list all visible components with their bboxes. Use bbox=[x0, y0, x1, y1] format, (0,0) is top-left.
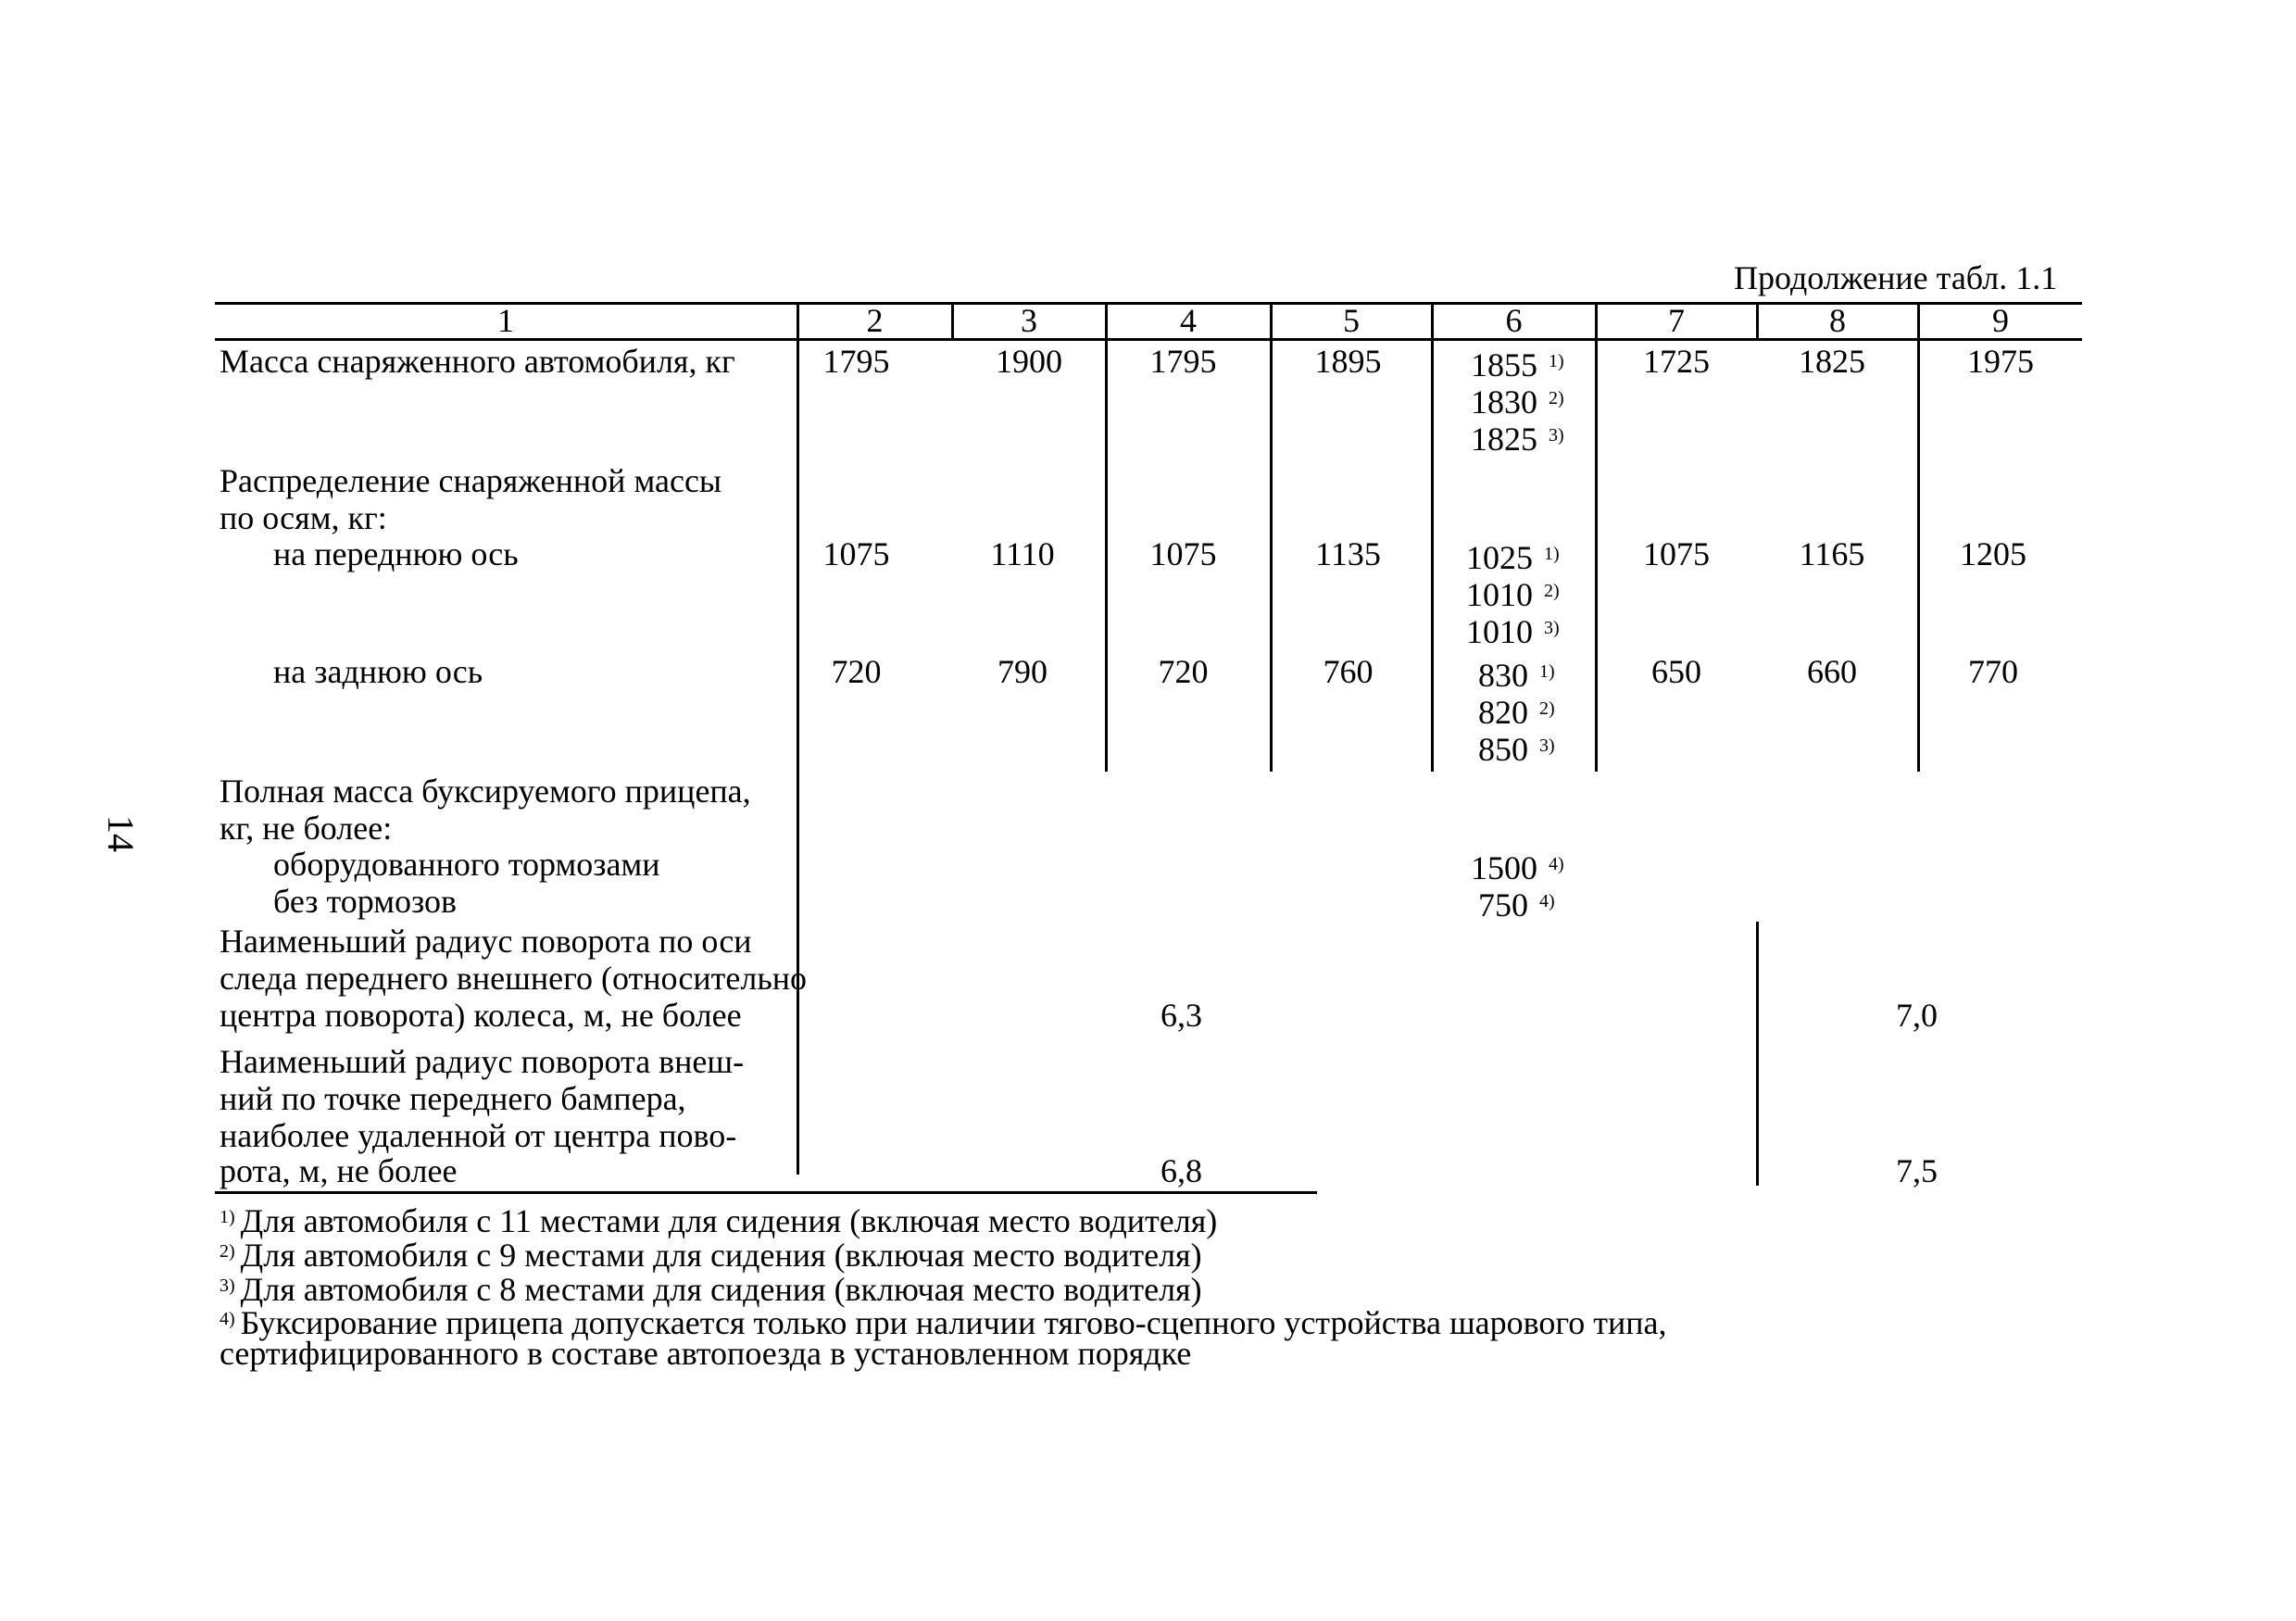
curb-mass-c7: 1725 bbox=[1643, 343, 1710, 380]
row-label-turn-bumper-1: Наименьший радиус поворота внеш- bbox=[220, 1043, 745, 1080]
trailer-unbraked-value bbox=[1478, 883, 1555, 924]
header-cell-3: 3 bbox=[1021, 302, 1037, 339]
front-axle-c3: 1110 bbox=[990, 535, 1055, 572]
footnote-mark: 4) bbox=[220, 1309, 235, 1329]
footnote-text: Для автомобиля с 9 местами для сидения (включая место водителя) bbox=[240, 1237, 1202, 1274]
value: 1855 bbox=[1471, 346, 1537, 383]
rear-axle-c2: 720 bbox=[831, 653, 882, 690]
header-cell-1: 1 bbox=[497, 302, 514, 339]
rear-axle-c6-1 bbox=[1478, 653, 1555, 694]
footnote-ref: 2) bbox=[1544, 581, 1560, 601]
curb-mass-c2: 1795 bbox=[822, 343, 890, 380]
row-label-front-axle: на переднюю ось bbox=[273, 535, 519, 572]
row-label-trailer-braked: оборудованного тормозами bbox=[273, 846, 660, 883]
curb-mass-c8: 1825 bbox=[1799, 343, 1865, 380]
footnote-ref: 3) bbox=[1549, 425, 1564, 446]
footnote-text: Буксирование прицепа допускается только при наличии тягово-сцепного устройства шарового типа, bbox=[240, 1304, 1667, 1341]
turn-bumper-value-b: 7,5 bbox=[1896, 1152, 1938, 1189]
value: 1025 bbox=[1466, 539, 1533, 576]
footnote-ref: 4) bbox=[1539, 891, 1555, 911]
header-cell-2: 2 bbox=[866, 302, 884, 339]
front-axle-c6-3 bbox=[1466, 609, 1560, 650]
table-bottom-rule bbox=[215, 1191, 1317, 1194]
front-axle-c8: 1165 bbox=[1799, 535, 1865, 572]
rear-axle-c5: 760 bbox=[1323, 653, 1374, 690]
curb-mass-c6-3 bbox=[1471, 417, 1564, 458]
curb-mass-c6-1 bbox=[1471, 343, 1564, 383]
value: 1010 bbox=[1466, 613, 1533, 650]
row-label-distribution-2: по осям, кг: bbox=[220, 499, 387, 536]
row-label-distribution-1: Распределение снаряженной массы bbox=[220, 462, 722, 499]
footnote-text: Для автомобиля с 8 местами для сидения (включая место водителя) bbox=[240, 1271, 1202, 1308]
value: 750 bbox=[1478, 886, 1528, 924]
front-axle-c9: 1205 bbox=[1960, 535, 2026, 572]
page-number: 14 bbox=[100, 815, 142, 852]
rear-axle-c4: 720 bbox=[1158, 653, 1209, 690]
table-caption: Продолжение табл. 1.1 bbox=[1734, 259, 2058, 296]
row-label-turn-wheel-1: Наименьший радиус поворота по оси bbox=[220, 923, 752, 960]
row-label-rear-axle: на заднюю ось bbox=[273, 653, 483, 690]
row-label-turn-bumper-2: ний по точке переднего бампера, bbox=[220, 1080, 686, 1117]
header-cell-7: 7 bbox=[1668, 302, 1685, 339]
value: 1825 bbox=[1471, 421, 1537, 458]
curb-mass-c5: 1895 bbox=[1314, 343, 1382, 380]
turn-bumper-value-a: 6,8 bbox=[1161, 1152, 1202, 1189]
curb-mass-c6-2 bbox=[1471, 380, 1564, 421]
rear-axle-c9: 770 bbox=[1968, 653, 2018, 690]
rear-axle-c8: 660 bbox=[1807, 653, 1857, 690]
footnote-4-line-2: сертифицированного в составе автопоезда в установленном порядке bbox=[220, 1335, 1192, 1372]
front-axle-c6-2 bbox=[1466, 572, 1560, 613]
footnote-ref: 2) bbox=[1549, 388, 1564, 408]
turn-wheel-value-a: 6,3 bbox=[1161, 997, 1202, 1034]
header-cell-9: 9 bbox=[1992, 302, 2009, 339]
front-axle-c2: 1075 bbox=[822, 535, 890, 572]
header-cell-8: 8 bbox=[1829, 302, 1846, 339]
rear-axle-c7: 650 bbox=[1651, 653, 1701, 690]
footnote-mark: 2) bbox=[220, 1241, 235, 1262]
footnote-mark: 1) bbox=[220, 1207, 235, 1227]
front-axle-c4: 1075 bbox=[1149, 535, 1217, 572]
value: 1010 bbox=[1466, 576, 1533, 613]
front-axle-c6-1 bbox=[1466, 535, 1560, 576]
body-divider-1 bbox=[797, 338, 799, 1175]
footnote-ref: 1) bbox=[1544, 544, 1560, 564]
footnote-ref: 1) bbox=[1549, 351, 1564, 371]
row-label-trailer-unbraked: без тормозов bbox=[273, 883, 457, 920]
body-divider-7 bbox=[1756, 922, 1759, 1186]
value: 1830 bbox=[1471, 383, 1537, 421]
turn-wheel-value-b: 7,0 bbox=[1896, 997, 1938, 1034]
footnote-ref: 3) bbox=[1544, 618, 1560, 638]
footnote-ref: 2) bbox=[1539, 698, 1555, 719]
footnote-ref: 4) bbox=[1549, 854, 1564, 874]
value: 830 bbox=[1478, 657, 1528, 694]
trailer-braked-value bbox=[1471, 846, 1564, 886]
curb-mass-c4: 1795 bbox=[1149, 343, 1217, 380]
rear-axle-c6-2 bbox=[1478, 690, 1555, 731]
row-label-turn-wheel-3: центра поворота) колеса, м, не более bbox=[220, 997, 742, 1034]
value: 850 bbox=[1478, 731, 1528, 768]
footnote-ref: 1) bbox=[1539, 661, 1555, 682]
curb-mass-c3: 1900 bbox=[996, 343, 1062, 380]
front-axle-c5: 1135 bbox=[1315, 535, 1381, 572]
footnote-ref: 3) bbox=[1539, 735, 1555, 756]
footnote-mark: 3) bbox=[220, 1275, 235, 1296]
rear-axle-c3: 790 bbox=[997, 653, 1048, 690]
row-label-turn-bumper-3: наиболее удаленной от центра пово- bbox=[220, 1117, 737, 1154]
value: 820 bbox=[1478, 694, 1528, 731]
row-label-turn-bumper-4: рота, м, не более bbox=[220, 1152, 458, 1189]
row-label-trailer-1: Полная масса буксируемого прицепа, bbox=[220, 773, 751, 810]
body-divider-5 bbox=[1431, 338, 1434, 772]
header-cell-6: 6 bbox=[1505, 302, 1523, 339]
rear-axle-c6-3 bbox=[1478, 727, 1555, 768]
value: 1500 bbox=[1471, 849, 1537, 886]
footnote-text: Для автомобиля с 11 местами для сидения (включая место водителя) bbox=[240, 1202, 1218, 1239]
row-label-curb-mass: Масса снаряженного автомобиля, кг bbox=[220, 343, 735, 380]
row-label-trailer-2: кг, не более: bbox=[220, 810, 393, 847]
front-axle-c7: 1075 bbox=[1643, 535, 1710, 572]
curb-mass-c9: 1975 bbox=[1967, 343, 2034, 380]
header-cell-4: 4 bbox=[1180, 302, 1197, 339]
header-cell-5: 5 bbox=[1343, 302, 1360, 339]
row-label-turn-wheel-2: следа переднего внешнего (относительно bbox=[220, 960, 808, 997]
